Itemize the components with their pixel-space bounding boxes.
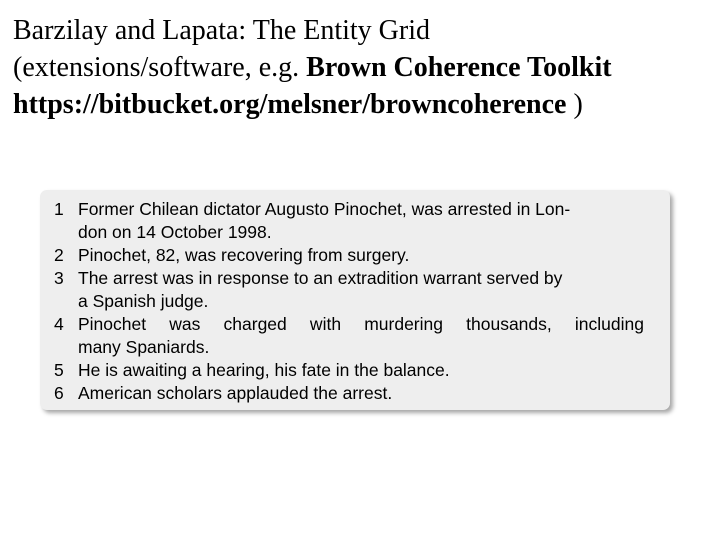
sentence-line: Pinochet was charged with murdering thousands, including [78,314,644,334]
sentence-line: The arrest was in response to an extradition warrant served by [78,268,563,288]
sentence-line: many Spaniards. [78,337,210,357]
sentence-number: 3 [54,268,64,288]
sentence-number: 2 [54,245,64,265]
sentence-5 [54,359,644,382]
sentence-number: 1 [54,199,64,219]
heading-title: Barzilay and Lapata: The Entity Grid [13,15,431,46]
sentence-1 [54,198,644,244]
sentence-number: 6 [54,383,64,403]
sentence-number: 4 [54,314,64,334]
sentence-line: American scholars applauded the arrest. [78,383,393,403]
sentence-line: He is awaiting a hearing, his fate in the balance. [78,360,450,380]
sentence-3 [54,267,644,313]
toolkit-name: Brown Coherence Toolkit [306,52,612,83]
sentence-number: 5 [54,360,64,380]
heading-line-1 [13,12,713,49]
slide-heading [13,12,713,123]
heading-line-2 [13,49,713,86]
sentence-line: a Spanish judge. [78,291,209,311]
sentence-text [78,359,644,382]
sentence-text [78,382,644,405]
sentence-6 [54,382,644,405]
sentence-line: Former Chilean dictator Augusto Pinochet, was arrested in Lon- [78,199,571,219]
toolkit-url[interactable]: https://bitbucket.org/melsner/browncoherence [13,89,567,120]
sentence-4 [54,313,644,359]
example-text-box [40,190,670,410]
heading-line-3 [13,86,713,123]
sentence-list [54,198,644,405]
sentence-text [78,198,644,244]
sentence-text [78,313,644,359]
sentence-line: Pinochet, 82, was recovering from surgery. [78,245,410,265]
sentence-line: don on 14 October 1998. [78,222,272,242]
heading-prefix: (extensions/software, e.g. [13,52,307,83]
sentence-text [78,267,644,313]
heading-suffix: ) [566,89,583,120]
sentence-2 [54,244,644,267]
sentence-text [78,244,644,267]
